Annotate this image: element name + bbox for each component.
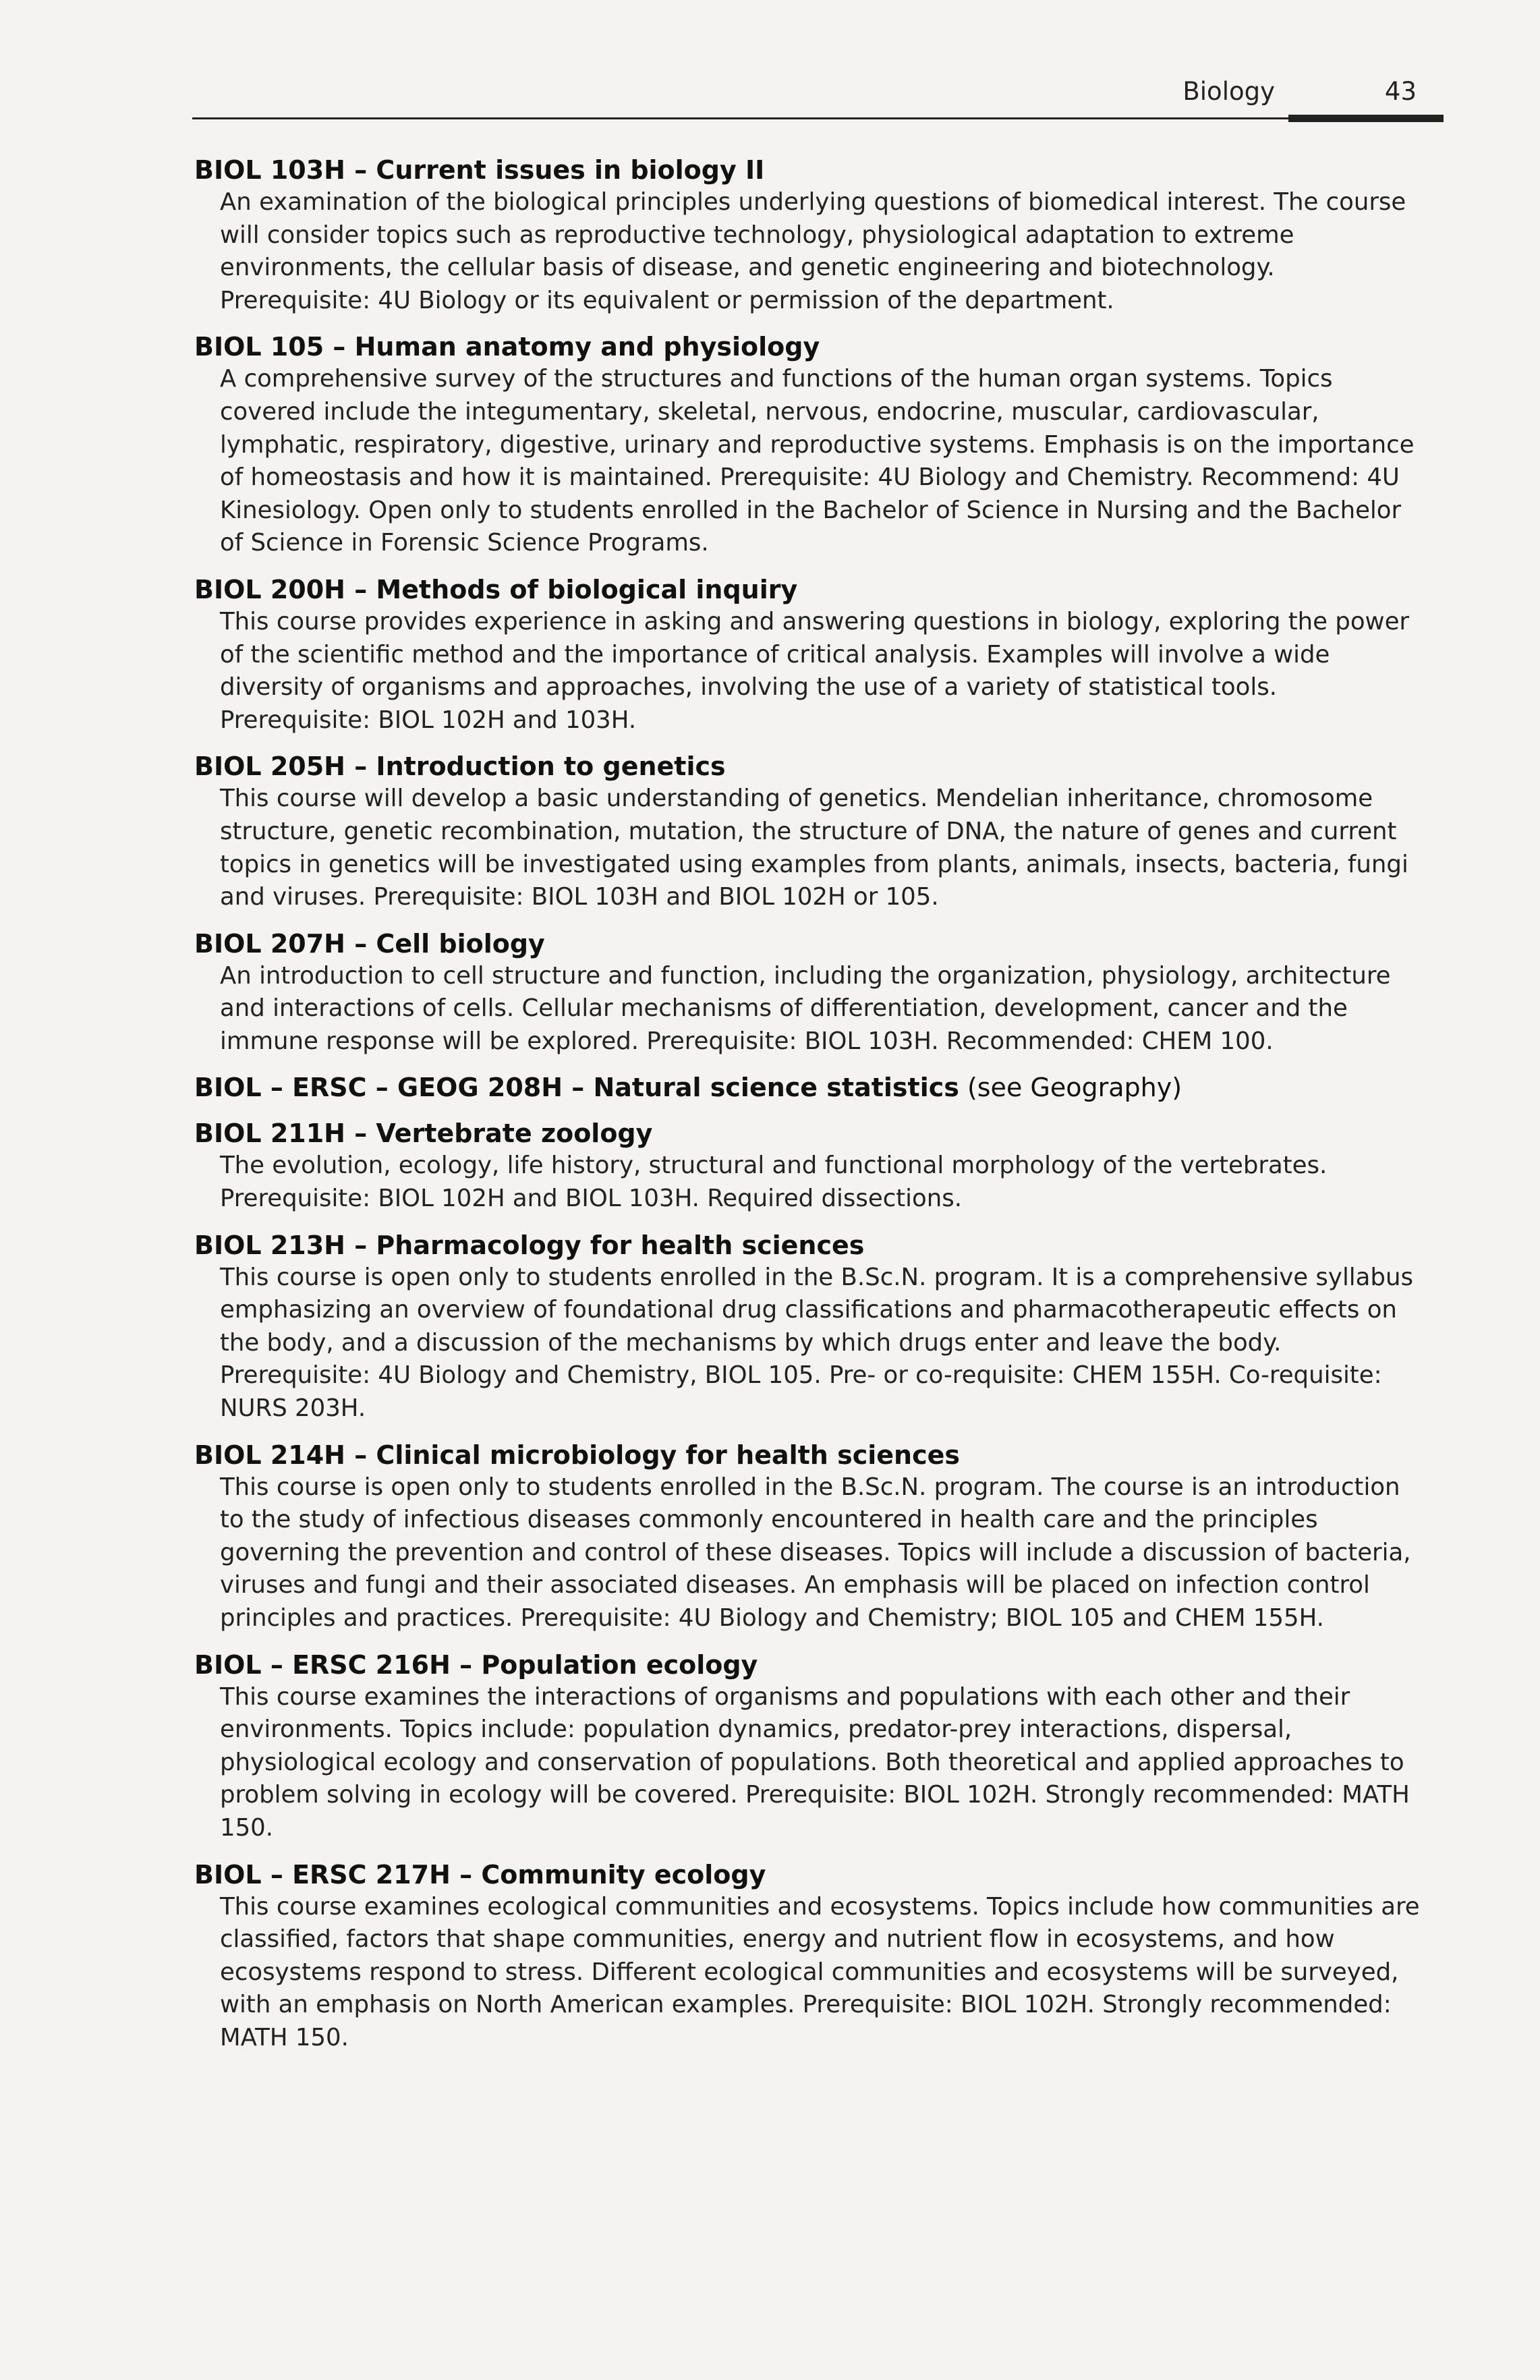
- course-description: This course is open only to students enrolled in the B.Sc.N. program. The course is an introduction to the study of infectious diseases commonly encountered in health care and the principles governing the prevention and control of these diseases. Topics will include a discussion of bacteria, viruses and fungi and their associated diseases. An emphasis will be placed on infection control principles and practices. Prerequisite: 4U Biology and Chemistry; BIOL 105 and CHEM 155H.: [220, 1473, 1411, 1632]
- course-description: This course examines the interactions of organisms and populations with each other and their environments. Topics include: population dynamics, predator-prey interactions, dispersal, physiological ecology and conservation of populations. Both theoretical and applied approaches to problem solving in ecology will be covered. Prerequisite: BIOL 102H. Strongly recommended: MATH 150.: [220, 1682, 1410, 1842]
- course-description: An examination of the biological principles underlying questions of biomedical interest. The course will consider topics such as reproductive technology, physiological adaptation to extreme environments, the cellular basis of disease, and genetic engineering and biotechnology. Prerequisite: 4U Biology or its equivalent or permission of the department.: [220, 188, 1406, 314]
- course-entry: [194, 1229, 1429, 1425]
- course-description: This course provides experience in asking and answering questions in biology, exploring the power of the scientific method and the importance of critical analysis. Examples will involve a wide diversity of organisms and approaches, involving the use of a variety of statistical tools. Prerequisite: BIOL 102H and 103H.: [220, 607, 1410, 734]
- course-title: BIOL 211H – Vertebrate zoology: [194, 1118, 653, 1149]
- course-cross-reference: (see Geography): [959, 1073, 1182, 1103]
- page-header: [192, 76, 1444, 130]
- course-description: This course examines ecological communities and ecosystems. Topics include how communities are classified, factors that shape communities, energy and nutrient flow in ecosystems, and how ecosystems respond to stress. Different ecological communities and ecosystems will be surveyed, with an emphasis on North American examples. Prerequisite: BIOL 102H. Strongly recommended: MATH 150.: [220, 1892, 1420, 2051]
- course-title: BIOL 207H – Cell biology: [194, 928, 545, 959]
- header-rule-tab: [1288, 115, 1444, 122]
- course-title: BIOL 200H – Methods of biological inquiry: [194, 574, 798, 604]
- course-entry: [194, 1439, 1429, 1635]
- course-entry: [194, 1071, 1429, 1104]
- course-list: [194, 154, 1429, 2068]
- course-title-with-reference: [194, 1071, 1429, 1104]
- course-entry: [194, 1859, 1429, 2055]
- course-entry: [194, 154, 1429, 317]
- course-title-text: BIOL – ERSC – GEOG 208H – Natural science statistics: [194, 1073, 959, 1103]
- running-head: Biology: [1182, 77, 1275, 106]
- course-title: BIOL 214H – Clinical microbiology for health sciences: [194, 1440, 960, 1470]
- course-title: BIOL 105 – Human anatomy and physiology: [194, 332, 820, 362]
- course-title: BIOL – ERSC 216H – Population ecology: [194, 1649, 758, 1680]
- course-entry: [194, 1117, 1429, 1215]
- course-title: BIOL – ERSC 217H – Community ecology: [194, 1859, 766, 1890]
- course-title: BIOL 103H – Current issues in biology II: [194, 155, 765, 185]
- course-entry: [194, 1649, 1429, 1845]
- page-number: 43: [1384, 77, 1417, 106]
- course-description: An introduction to cell structure and function, including the organization, physiology, architecture and interactions of cells. Cellular mechanisms of differentiation, development, cancer and the immune response will be explored. Prerequisite: BIOL 103H. Recommended: CHEM 100.: [220, 961, 1391, 1055]
- course-description: The evolution, ecology, life history, structural and functional morphology of the vertebrates. Prerequisite: BIOL 102H and BIOL 103H. Required dissections.: [220, 1152, 1328, 1213]
- course-entry: [194, 331, 1429, 560]
- course-description: This course will develop a basic understanding of genetics. Mendelian inheritance, chromosome structure, genetic recombination, mutation, the structure of DNA, the nature of genes and current topics in genetics will be investigated using examples from plants, animals, insects, bacteria, fungi and viruses. Prerequisite: BIOL 103H and BIOL 102H or 105.: [220, 785, 1408, 911]
- course-description: This course is open only to students enrolled in the B.Sc.N. program. It is a comprehensive syllabus emphasizing an overview of foundational drug classifications and pharmacotherapeutic effects on the body, and a discussion of the mechanisms by which drugs enter and leave the body. Prerequisite: 4U Biology and Chemistry, BIOL 105. Pre- or co-requisite: CHEM 155H. Co-requisite: NURS 203H.: [220, 1263, 1413, 1423]
- course-entry: [194, 928, 1429, 1058]
- header-rule: [192, 117, 1444, 119]
- course-title: BIOL 205H – Introduction to genetics: [194, 752, 726, 782]
- course-title: BIOL 213H – Pharmacology for health sciences: [194, 1230, 865, 1260]
- course-entry: [194, 573, 1429, 737]
- course-entry: [194, 750, 1429, 913]
- course-description: A comprehensive survey of the structures and functions of the human organ systems. Topics covered include the integumentary, skeletal, nervous, endocrine, muscular, cardiovascular, lymphatic, respiratory, digestive, urinary and reproductive systems. Emphasis is on the importance of homeostasis and how it is maintained. Prerequisite: 4U Biology and Chemistry. Recommend: 4U Kinesiology. Open only to students enrolled in the Bachelor of Science in Nursing and the Bachelor of Science in Forensic Science Programs.: [220, 365, 1415, 557]
